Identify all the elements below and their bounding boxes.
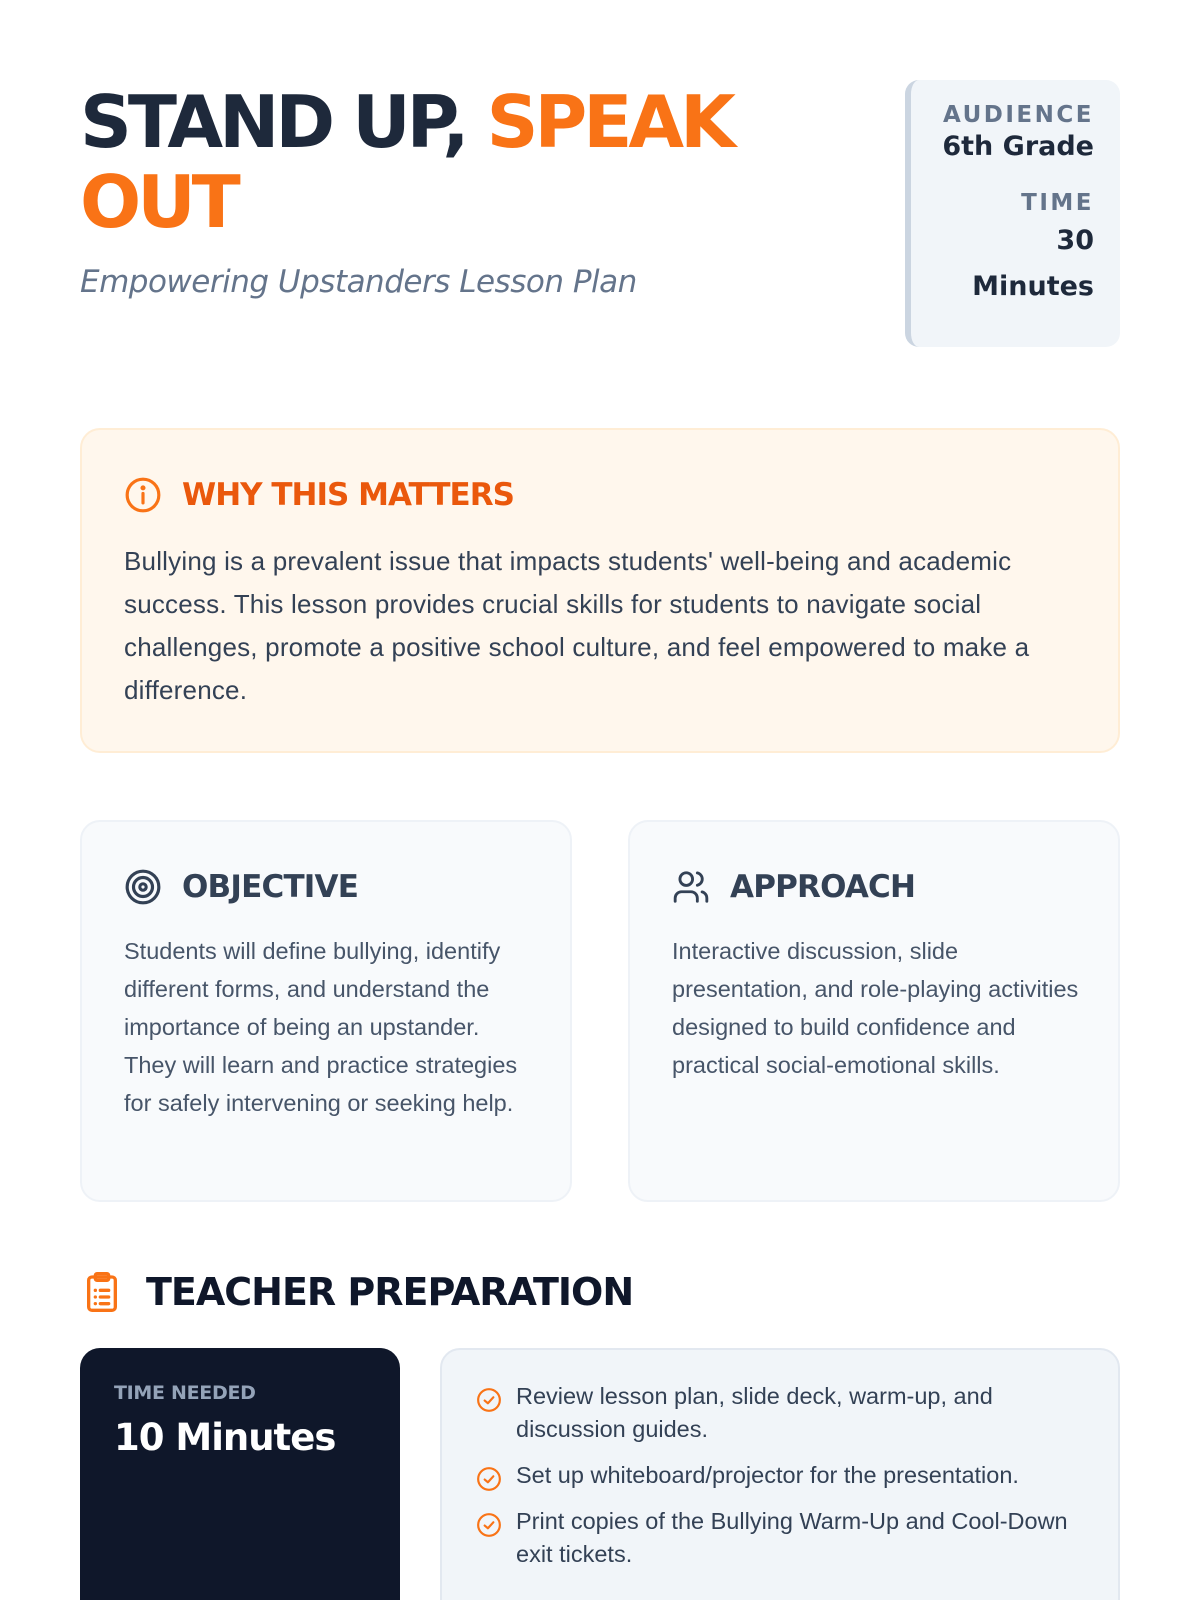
checklist-text: Set up whiteboard/projector for the presentation. (516, 1462, 1019, 1488)
list-item (476, 1380, 1084, 1446)
title-accent-2: OUT (80, 160, 237, 244)
list-item (476, 1459, 1084, 1492)
checklist-text: Review lesson plan, slide deck, warm-up, and discussion guides. (516, 1383, 993, 1442)
info-icon (124, 476, 162, 514)
time-value (911, 218, 1094, 310)
time-needed-card (80, 1348, 400, 1600)
audience-label: AUDIENCE (943, 102, 1094, 128)
clipboard-icon (82, 1270, 122, 1314)
meta-card (905, 80, 1120, 347)
time-needed-value: 10 Minutes (114, 1416, 336, 1459)
title-main: STAND UP, (80, 80, 487, 164)
title-block (80, 82, 840, 300)
objective-title: OBJECTIVE (182, 869, 359, 905)
list-item (476, 1505, 1084, 1571)
users-icon (672, 868, 710, 906)
why-this-matters-section (80, 428, 1120, 753)
check-circle-icon (476, 1466, 502, 1492)
audience-value: 6th Grade (942, 131, 1094, 162)
why-body: Bullying is a prevalent issue that impacts students' well-being and academic success. This lesson provides crucial skills for students to navigate social challenges, promote a positive school culture, and feel empowered to make a difference. (124, 546, 1030, 705)
approach-card (628, 820, 1120, 1202)
time-number: 30 (1056, 225, 1094, 256)
approach-body: Interactive discussion, slide presentation, and role-playing activities designed to build confidence and practical social-emotional skills. (672, 938, 1079, 1078)
check-circle-icon (476, 1512, 502, 1538)
title-accent-1: SPEAK (486, 80, 732, 164)
page-subtitle: Empowering Upstanders Lesson Plan (80, 264, 637, 300)
time-needed-label: TIME NEEDED (114, 1382, 256, 1404)
teacher-prep-heading (82, 1270, 633, 1314)
approach-title: APPROACH (730, 869, 916, 905)
why-title: WHY THIS MATTERS (182, 477, 514, 513)
teacher-prep-title: TEACHER PREPARATION (146, 1270, 634, 1314)
page-title (80, 82, 840, 242)
check-circle-icon (476, 1387, 502, 1413)
checklist-text: Print copies of the Bullying Warm-Up and Cool-Down exit tickets. (516, 1508, 1068, 1567)
target-icon (124, 868, 162, 906)
time-unit: Minutes (972, 271, 1094, 302)
prep-checklist (440, 1348, 1120, 1600)
objective-card (80, 820, 572, 1202)
objective-body: Students will define bullying, identify different forms, and understand the importance of being an upstander. They will learn and practice strategies for safely intervening or seeking help. (124, 938, 518, 1116)
time-label: TIME (1021, 190, 1094, 216)
